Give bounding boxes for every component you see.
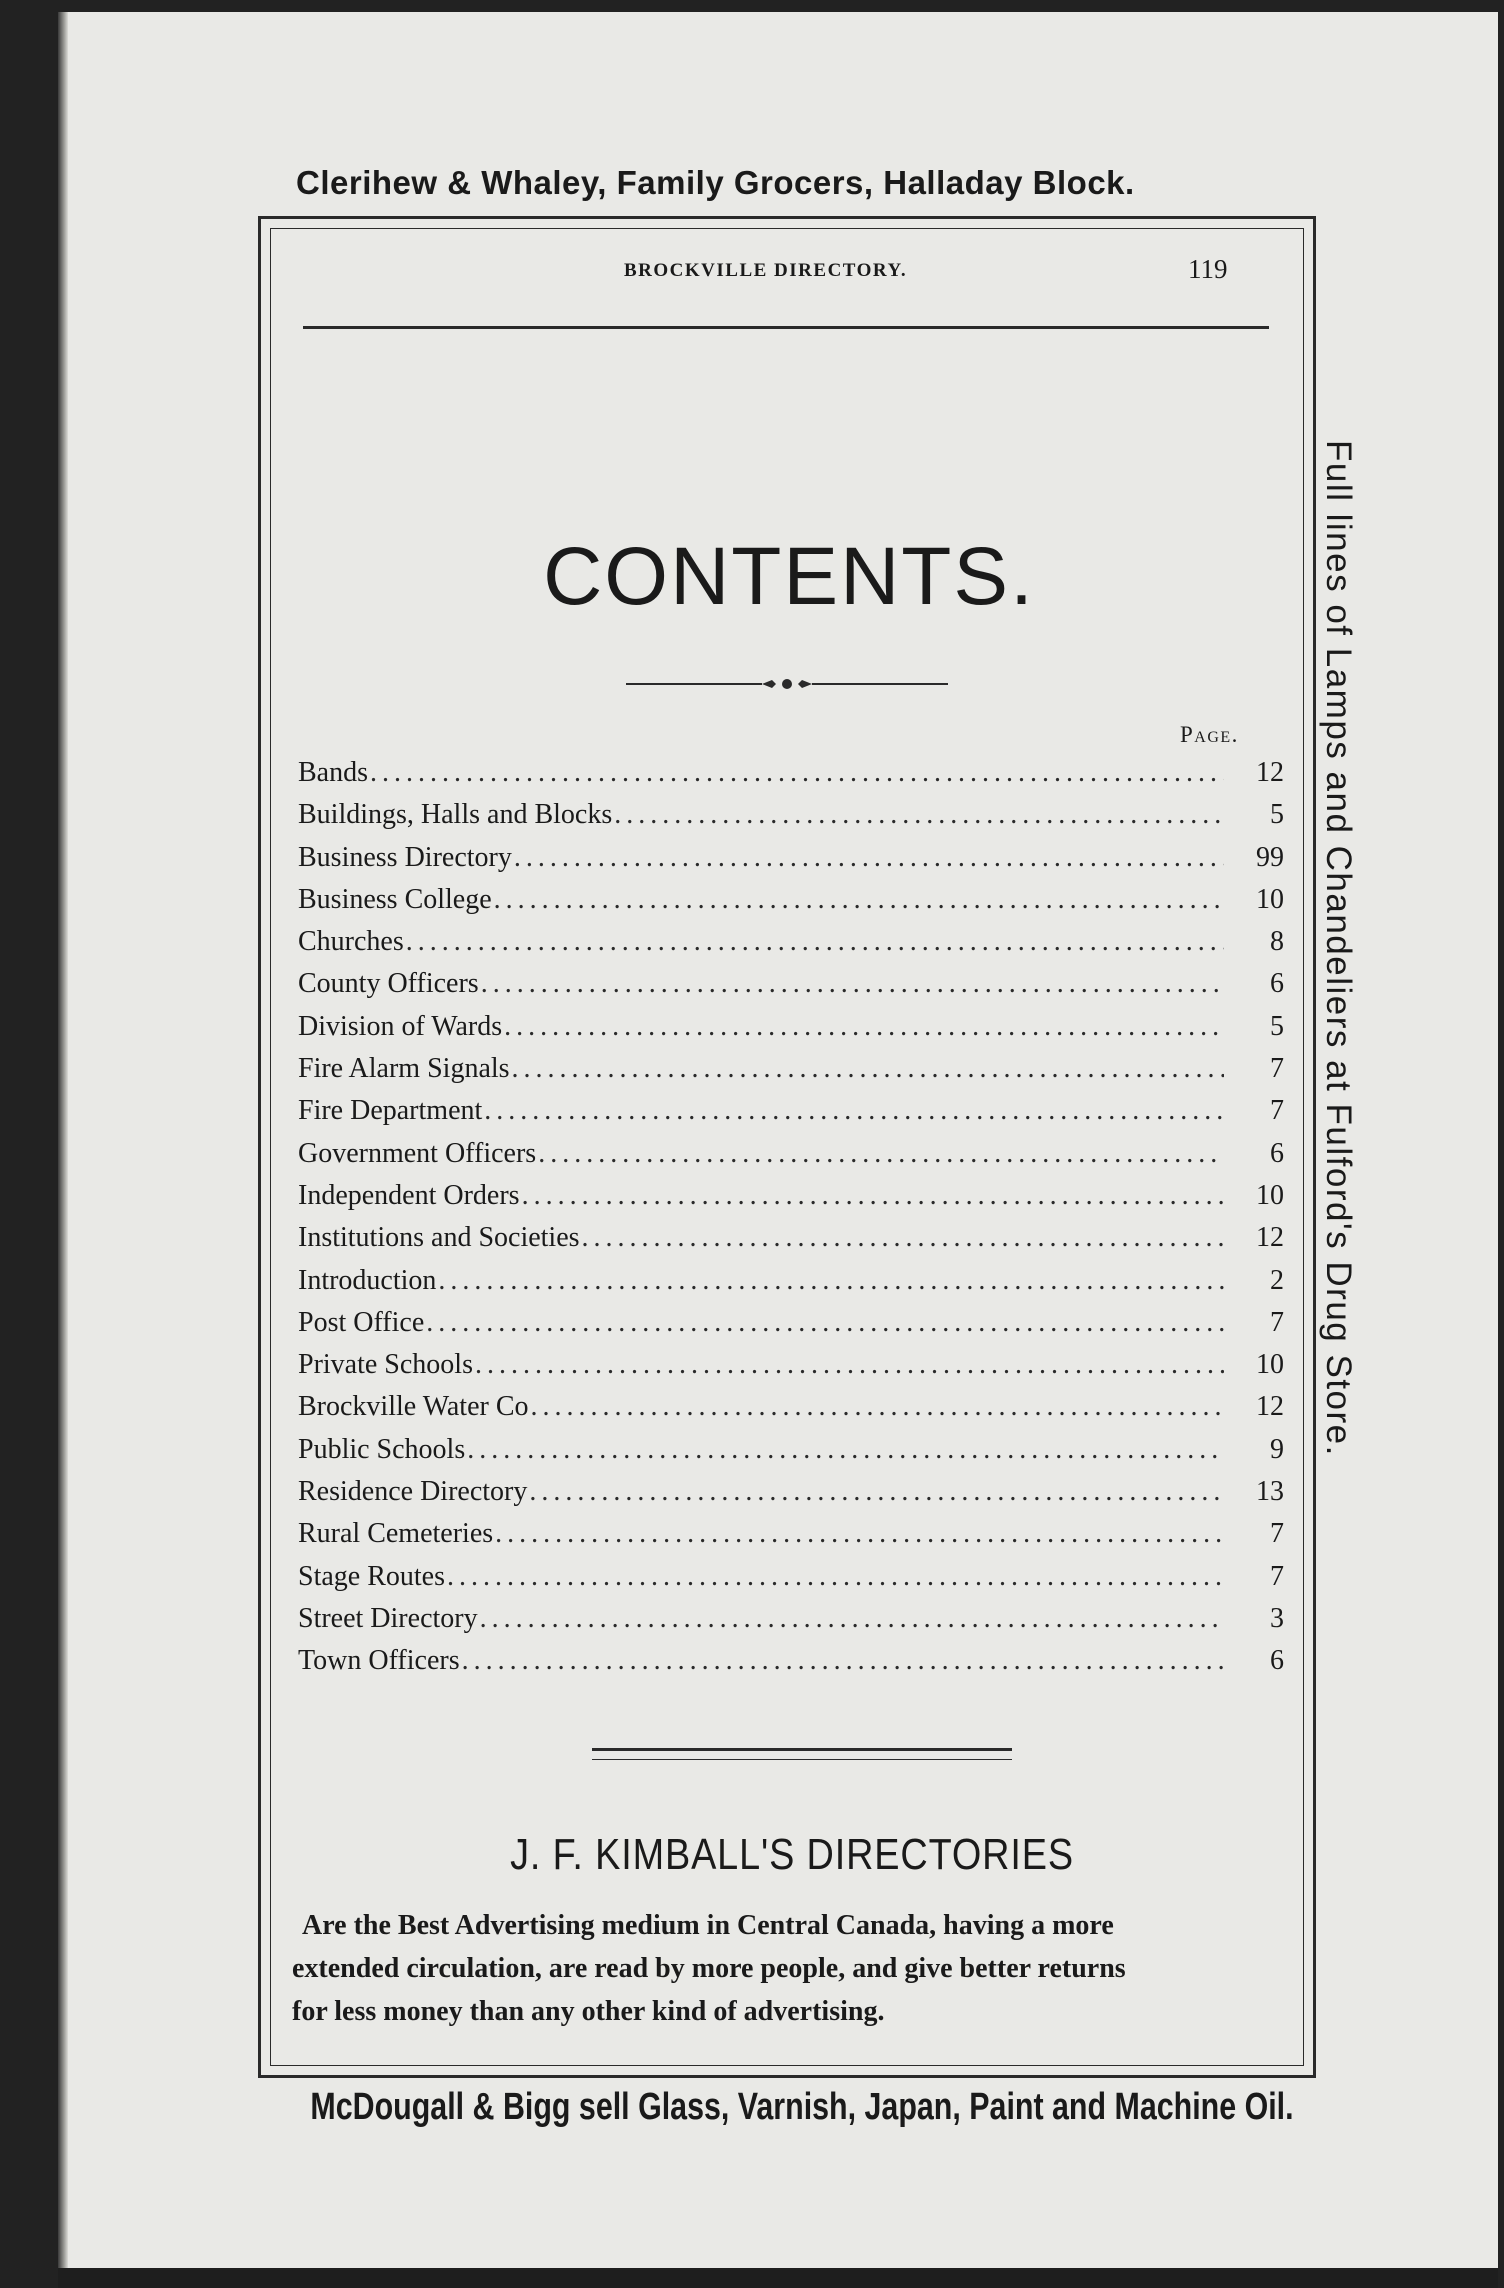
toc-entry-page: 12 [1256,1222,1284,1254]
toc-entry-label: Town Officers [298,1645,460,1677]
toc-row [298,1556,1284,1598]
dot-leader [484,1090,1224,1132]
toc-entry-page: 99 [1256,841,1284,873]
dot-leader [531,1386,1224,1428]
toc-row [298,1429,1284,1471]
contents-title: CONTENTS. [543,531,1035,622]
kimball-line: for less money than any other kind of advertising. [292,1996,885,2027]
toc-entry-page: 7 [1270,1095,1284,1127]
toc-entry-label: Fire Department [298,1095,483,1127]
toc-entry-label: Stage Routes [298,1560,445,1592]
toc-entry-page: 3 [1270,1602,1284,1634]
dot-leader [582,1217,1224,1259]
toc-entry-label: Independent Orders [298,1179,520,1211]
dot-leader [614,794,1224,836]
dot-leader [514,837,1224,879]
dot-leader [522,1175,1224,1217]
toc-entry-page: 9 [1270,1433,1284,1465]
toc-entry-page: 2 [1270,1264,1284,1296]
toc-entry-page: 10 [1256,883,1284,915]
toc-entry-label: Post Office [298,1306,425,1338]
toc-entry-label: Government Officers [298,1137,537,1169]
dot-leader [462,1640,1224,1682]
kimball-heading: J. F. KIMBALL'S DIRECTORIES [510,1830,1074,1879]
toc-entry-page: 8 [1270,926,1284,958]
dot-leader [529,1471,1224,1513]
toc-row [298,963,1284,1005]
dot-leader [495,1513,1224,1555]
kimball-line: Are the Best Advertising medium in Central Canada, having a more [302,1910,1114,1941]
toc-row [298,1386,1284,1428]
toc-row [298,1640,1284,1682]
toc-entry-page: 7 [1270,1518,1284,1550]
toc-entry-page: 6 [1270,1137,1284,1169]
ornament-divider [626,672,948,696]
toc-entry-label: County Officers [298,968,479,1000]
toc-entry-label: Street Directory [298,1602,478,1634]
toc-entry-label: Institutions and Societies [298,1222,580,1254]
toc-row [298,794,1284,836]
toc-entry-page: 6 [1270,968,1284,1000]
dot-leader [481,963,1224,1005]
toc-row [298,1048,1284,1090]
dot-leader [504,1006,1224,1048]
toc-entry-label: Fire Alarm Signals [298,1053,510,1085]
toc-entry-page: 7 [1270,1560,1284,1592]
dot-leader [494,879,1224,921]
toc-row [298,921,1284,963]
toc-row [298,1302,1284,1344]
toc-entry-label: Residence Directory [298,1476,528,1508]
toc-row [298,1260,1284,1302]
toc-entry-label: Introduction [298,1264,437,1296]
bottom-advertisement: McDougall & Bigg sell Glass, Varnish, Japan, Paint and Machine Oil. [310,2086,1294,2128]
toc-row [298,1175,1284,1217]
contents-list [298,752,1284,1683]
scan-bottom-edge [58,2268,1498,2288]
toc-row [298,1513,1284,1555]
page-number: 119 [1188,254,1228,284]
kimball-line: extended circulation, are read by more people, and give better returns [292,1953,1126,1984]
toc-entry-label: Rural Cemeteries [298,1518,494,1550]
dot-leader [426,1302,1224,1344]
toc-entry-page: 12 [1256,1391,1284,1423]
toc-row [298,1217,1284,1259]
toc-entry-page: 10 [1256,1349,1284,1381]
toc-entry-label: Churches [298,926,404,958]
toc-entry-page: 10 [1256,1179,1284,1211]
toc-entry-label: Bands [298,757,368,788]
kimball-advertisement [292,1904,1280,2033]
dot-leader [406,921,1224,963]
dot-leader [467,1429,1224,1471]
toc-entry-page: 13 [1256,1476,1284,1508]
double-rule-divider [592,1748,1012,1760]
toc-entry-label: Private Schools [298,1349,473,1381]
toc-entry-page: 5 [1270,1010,1284,1042]
toc-row [298,879,1284,921]
dot-leader [480,1598,1224,1640]
toc-entry-page: 7 [1270,1306,1284,1338]
toc-row [298,1598,1284,1640]
toc-row [298,1090,1284,1132]
toc-entry-label: Business Directory [298,841,512,873]
toc-entry-page: 5 [1270,799,1284,831]
toc-entry-page: 12 [1256,757,1284,788]
toc-row [298,752,1284,794]
dot-leader [512,1048,1224,1090]
dot-leader [538,1133,1224,1175]
toc-entry-label: Business College [298,883,492,915]
toc-entry-label: Division of Wards [298,1010,503,1042]
toc-row [298,1006,1284,1048]
page-column-label: Page. [1180,722,1239,747]
toc-entry-label: Brockville Water Co [298,1391,529,1423]
toc-entry-page: 7 [1270,1053,1284,1085]
toc-entry-label: Buildings, Halls and Blocks [298,799,613,831]
toc-row [298,1344,1284,1386]
toc-row [298,1133,1284,1175]
book-spine-edge [58,12,68,2274]
top-advertisement: Clerihew & Whaley, Family Grocers, Halladay Block. [296,164,1135,201]
side-advertisement: Full lines of Lamps and Chandeliers at Fulford's Drug Store. [1319,440,1358,1457]
dot-leader [370,752,1224,794]
toc-row [298,1471,1284,1513]
dot-leader [475,1344,1224,1386]
toc-row [298,837,1284,879]
running-head: BROCKVILLE DIRECTORY. [624,260,908,281]
dot-leader [447,1556,1224,1598]
header-rule [303,326,1269,329]
dot-leader [438,1260,1224,1302]
toc-entry-page: 6 [1270,1645,1284,1677]
toc-entry-label: Public Schools [298,1433,466,1465]
